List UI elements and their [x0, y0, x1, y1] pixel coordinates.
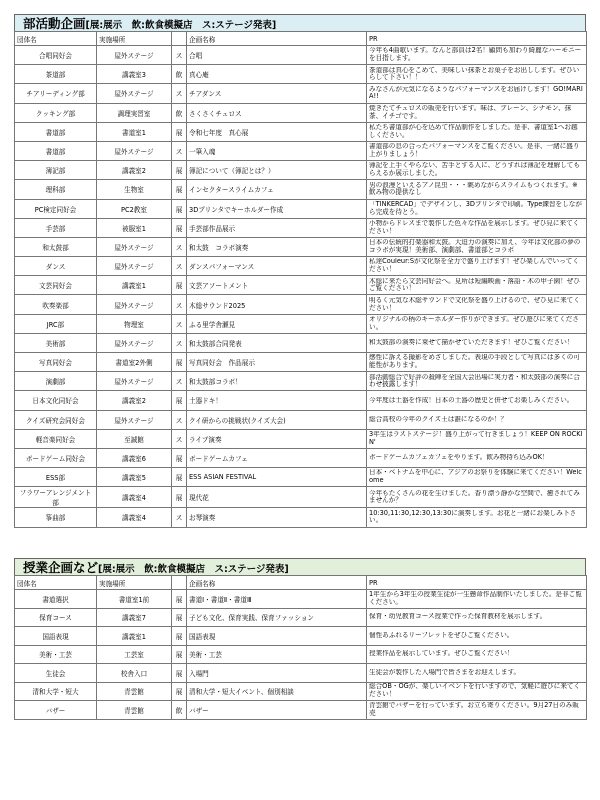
table-row	[15, 391, 587, 410]
section-legend: [展:展示 飲:飲食模擬店 ス:ステージ発表]	[85, 20, 277, 31]
group-name-cell: 合唱同好会	[15, 46, 97, 65]
class-events-section	[14, 558, 586, 720]
location-cell: 屋外ステージ	[97, 237, 172, 256]
group-name-cell: 吹奏楽部	[15, 295, 97, 314]
pr-cell	[367, 333, 587, 352]
type-cell: 展	[172, 218, 187, 237]
group-name-cell: 和太鼓部	[15, 237, 97, 256]
pr-cell	[367, 180, 587, 199]
pr-text: 感性に訴える撮影をめざしました。表現の手段として写真には多くの可能性があります。	[369, 354, 580, 370]
col-header-event: 企画名称	[187, 576, 367, 590]
event-name-cell: 美術・工芸	[187, 645, 367, 664]
type-cell: 飲	[172, 65, 187, 84]
table-row	[15, 353, 587, 372]
event-name-cell: 清和大学・短大イベント、個別相談	[187, 682, 367, 701]
pr-cell	[367, 487, 587, 508]
type-cell: ス	[172, 295, 187, 314]
event-name-cell: チアダンス	[187, 84, 367, 103]
group-name-cell: ボードゲーム同好会	[15, 448, 97, 467]
type-cell: 展	[172, 608, 187, 627]
location-cell: 被服室1	[97, 218, 172, 237]
event-name-cell: さくさくチュロス	[187, 103, 367, 122]
table-row	[15, 645, 587, 664]
location-cell: 講義室7	[97, 608, 172, 627]
pr-cell	[367, 391, 587, 410]
pr-cell	[367, 122, 587, 141]
section-title: 部活動企画	[23, 16, 86, 31]
table-row	[15, 180, 587, 199]
location-cell: 屋外ステージ	[97, 141, 172, 160]
location-cell: 屋外ステージ	[97, 84, 172, 103]
col-header-group: 団体名	[15, 32, 97, 46]
pr-text: 部活動総合で好評の殺陣を全国大会出場に実力者・和太鼓部の演奏に合わせ披露します！	[369, 373, 580, 389]
table-row	[15, 410, 587, 429]
pr-text: みなさんが元気になるようなパフォーマンスをお届けします！GO!MARIA!!	[369, 85, 583, 101]
pr-text: 青雲館でバザーを行っています。お立ち寄りください。9月27日のみ販売	[369, 701, 579, 717]
pr-cell	[367, 353, 587, 372]
group-name-cell: 手芸部	[15, 218, 97, 237]
location-cell: 至誠館	[97, 429, 172, 448]
event-name-cell: 手芸部作品展示	[187, 218, 367, 237]
location-cell: 工芸室	[97, 645, 172, 664]
location-cell: 講義室2	[97, 391, 172, 410]
type-cell: 展	[172, 664, 187, 683]
event-name-cell: ライブ演奏	[187, 429, 367, 448]
group-name-cell: 書道選択	[15, 590, 97, 609]
type-cell: 展	[172, 353, 187, 372]
section-legend: [展:展示 飲:飲食模擬店 ス:ステージ発表]	[98, 564, 289, 575]
group-name-cell: ダンス	[15, 257, 97, 276]
type-cell: 展	[172, 627, 187, 646]
pr-cell	[367, 218, 587, 237]
location-cell: 講義室4	[97, 487, 172, 508]
col-header-place: 実施場所	[97, 32, 172, 46]
table-row	[15, 141, 587, 160]
event-name-cell: ボードゲームカフェ	[187, 448, 367, 467]
class-events-header	[14, 558, 586, 575]
table-row	[15, 608, 587, 627]
group-name-cell: 筝曲部	[15, 508, 97, 527]
group-name-cell: 茶道部	[15, 65, 97, 84]
event-name-cell: ふる里学舎瀬見	[187, 314, 367, 333]
pr-text: 総合OB・OGが、楽しいイベントを行いますので、気軽に遊びに来てください！	[369, 683, 581, 699]
event-name-cell: 合唱	[187, 46, 367, 65]
group-name-cell: 簿記部	[15, 161, 97, 180]
type-cell: 展	[172, 122, 187, 141]
table-row	[15, 295, 587, 314]
table-row	[15, 664, 587, 683]
event-name-cell: 和太鼓部合同発表	[187, 333, 367, 352]
location-cell: 物理室	[97, 314, 172, 333]
type-cell: 展	[172, 682, 187, 701]
pr-text: 日本の伝統的打楽器和太鼓。大迫力の演奏に加え、今年は文化部の夢のコラボが実現！美術部、演劇部、書道部とコラボ	[369, 239, 581, 254]
pr-cell	[367, 257, 587, 276]
location-cell: 青雲館	[97, 682, 172, 701]
type-cell: ス	[172, 257, 187, 276]
location-cell: 校舎入口	[97, 664, 172, 683]
pr-cell	[367, 608, 587, 627]
col-header-pr: PR	[367, 576, 587, 590]
table-row	[15, 701, 587, 720]
type-cell: 展	[172, 276, 187, 295]
pr-text: 10:30,11:30,12:30,13:30に演奏します。お花と一緒にお楽しみ下さい。	[369, 509, 577, 525]
location-cell: 調理実習室	[97, 103, 172, 122]
table-row	[15, 314, 587, 333]
location-cell: 書道室1前	[97, 590, 172, 609]
group-name-cell: 日本文化同好会	[15, 391, 97, 410]
type-cell: ス	[172, 508, 187, 527]
event-name-cell: 簿記について（簿記とは？）	[187, 161, 367, 180]
group-name-cell: 清和大学・短大	[15, 682, 97, 701]
group-name-cell: JRC部	[15, 314, 97, 333]
event-name-cell: 和太鼓 コラボ演奏	[187, 237, 367, 256]
col-header-place: 実施場所	[97, 576, 172, 590]
table-row	[15, 590, 587, 609]
group-name-cell: 文芸同好会	[15, 276, 97, 295]
pr-cell	[367, 237, 587, 256]
pr-cell	[367, 46, 587, 65]
type-cell: ス	[172, 429, 187, 448]
pr-cell	[367, 372, 587, 391]
table-header-row	[15, 576, 587, 590]
location-cell: 屋外ステージ	[97, 257, 172, 276]
event-name-cell: 子ども文化、保育実践、保育ファッション	[187, 608, 367, 627]
event-name-cell: 現代花	[187, 487, 367, 508]
table-row	[15, 218, 587, 237]
table-row	[15, 161, 587, 180]
type-cell: ス	[172, 84, 187, 103]
group-name-cell: 書道部	[15, 122, 97, 141]
table-row	[15, 627, 587, 646]
pr-text: 保育・幼児教育コース授業で作った保育教材を展示します。	[369, 613, 547, 621]
event-name-cell: 一筆入魂	[187, 141, 367, 160]
group-name-cell: チアリーディング部	[15, 84, 97, 103]
table-row	[15, 508, 587, 527]
event-name-cell: 令和七年度 真心展	[187, 122, 367, 141]
pr-text: 3年生はラストステージ！盛り上がって行きましょう！KEEP ON ROCKIN'	[369, 431, 583, 446]
pr-text: 和太鼓部の演奏に乗せて描かせていただきます！ぜひご覧ください！	[369, 339, 574, 347]
location-cell: 屋外ステージ	[97, 333, 172, 352]
type-cell: ス	[172, 410, 187, 429]
location-cell: 青雲館	[97, 701, 172, 720]
pr-text: 茶道部は真心をこめて、美味しい抹茶とお菓子をお出しします。ぜひいらして下さい！！	[369, 66, 580, 82]
table-row	[15, 487, 587, 508]
type-cell: 展	[172, 161, 187, 180]
pr-cell	[367, 468, 587, 487]
event-name-cell: インセクタースライムカフェ	[187, 180, 367, 199]
group-name-cell: 理科部	[15, 180, 97, 199]
event-name-cell: ESS ASIAN FESTIVAL	[187, 468, 367, 487]
type-cell: ス	[172, 372, 187, 391]
pr-text: 簿記を上手くやらない、苦手とする人に、どうすれば簿記を理解してもらえるか展示しました。	[369, 162, 580, 178]
pr-text: 明るく元気な木総サウンドで文化祭を盛り上げるので、ぜひ見に来てください！	[369, 296, 580, 312]
location-cell: 講義室6	[97, 448, 172, 467]
location-cell: 屋外ステージ	[97, 46, 172, 65]
type-cell: ス	[172, 237, 187, 256]
pr-cell	[367, 627, 587, 646]
group-name-cell: 美術部	[15, 333, 97, 352]
pr-text: 焼きたてチュロスの販売を行います。味は、プレーン、シナモン、抹茶、イチゴです。	[369, 104, 572, 120]
pr-cell	[367, 84, 587, 103]
pr-text: 授業作品を展示しています。ぜひご覧ください！	[369, 650, 514, 658]
pr-cell	[367, 664, 587, 683]
pr-cell	[367, 65, 587, 84]
col-header-type	[172, 576, 187, 590]
pr-cell	[367, 314, 587, 333]
group-name-cell: 美術・工芸	[15, 645, 97, 664]
pr-cell	[367, 429, 587, 448]
event-name-cell: クイ研からの挑戦状(クイズ大会)	[187, 410, 367, 429]
col-header-event: 企画名称	[187, 32, 367, 46]
type-cell: 展	[172, 590, 187, 609]
pr-text: 男の浪漫といえるアノ昆虫・・・眺めながらスライムもつくれます。※飲み物の提供なし	[369, 181, 578, 197]
location-cell: 生物室	[97, 180, 172, 199]
event-name-cell: 土器ドキ！	[187, 391, 367, 410]
type-cell: 展	[172, 391, 187, 410]
event-name-cell: 文芸アソートメント	[187, 276, 367, 295]
group-name-cell: 写真同好会	[15, 353, 97, 372]
group-name-cell: バザー	[15, 701, 97, 720]
pr-cell	[367, 410, 587, 429]
type-cell: 展	[172, 645, 187, 664]
pr-text: オリジナルの柄のキーホルダー作りができます。ぜひ遊びに来てください。	[369, 315, 579, 331]
table-row	[15, 199, 587, 218]
event-name-cell: 入場門	[187, 664, 367, 683]
pr-cell	[367, 161, 587, 180]
club-events-section	[14, 14, 586, 528]
event-name-cell: バザー	[187, 701, 367, 720]
section-title: 授業企画など	[23, 560, 99, 575]
table-row	[15, 276, 587, 295]
group-name-cell: クッキング部	[15, 103, 97, 122]
pr-text: 今年度は土器を作成！日本の土器の歴史と併せてお楽しみください。	[369, 396, 574, 404]
pr-cell	[367, 276, 587, 295]
club-events-table	[14, 31, 587, 528]
location-cell: 講義室4	[97, 508, 172, 527]
location-cell: PC2教室	[97, 199, 172, 218]
type-cell: ス	[172, 46, 187, 65]
type-cell: 展	[172, 448, 187, 467]
pr-text: 個性あふれるリーフレットをぜひご覧ください。	[369, 631, 514, 639]
type-cell: 飲	[172, 103, 187, 122]
event-name-cell: 3Dプリンタでキーホルダー作成	[187, 199, 367, 218]
group-name-cell: 軽音楽同好会	[15, 429, 97, 448]
group-name-cell: 保育コース	[15, 608, 97, 627]
table-row	[15, 448, 587, 467]
pr-text: 書道部の息の合ったパフォーマンスをご覧ください。是非、一緒に盛り上がりましょう！	[369, 143, 580, 159]
table-header-row	[15, 32, 587, 46]
table-row	[15, 122, 587, 141]
location-cell: 講義室1	[97, 627, 172, 646]
pr-cell	[367, 508, 587, 527]
pr-cell	[367, 701, 587, 720]
pr-text: 1年生から3年生の授業生徒が一生懸命作品制作いたしました。是非ご覧ください。	[369, 590, 582, 606]
location-cell: 書道室1	[97, 122, 172, 141]
pr-text: 私たち書道部が心を込めて作品制作をしました。是非、書道室1へお越しください。	[369, 124, 578, 139]
table-row	[15, 237, 587, 256]
location-cell: 講義室1	[97, 276, 172, 295]
pr-text: 木総に来たら文芸同好会へ。見所は短編映画・落語・木の甲子園！ぜひご覧ください！	[369, 277, 580, 293]
location-cell: 屋外ステージ	[97, 295, 172, 314]
col-header-group: 団体名	[15, 576, 97, 590]
event-name-cell: ダンスパフォーマンス	[187, 257, 367, 276]
pr-text: 小物からドレスまで製作した色々な作品を展示します。ぜひ見に来てください！	[369, 220, 580, 235]
group-name-cell: ESS部	[15, 468, 97, 487]
pr-text: 日本・ベトナムを中心に、アジアのお祭りを体験に来てください！Welcome	[369, 469, 582, 485]
pr-text: 生徒会が製作した入場門で皆さまをお迎えします。	[369, 668, 521, 676]
pr-cell	[367, 645, 587, 664]
event-name-cell: 国語表現	[187, 627, 367, 646]
group-name-cell: 国語表現	[15, 627, 97, 646]
event-name-cell: 和太鼓部コラボ！	[187, 372, 367, 391]
pr-cell	[367, 590, 587, 609]
pr-cell	[367, 682, 587, 701]
group-name-cell: フラワーアレンジメント部	[15, 487, 97, 508]
table-row	[15, 372, 587, 391]
pr-cell	[367, 141, 587, 160]
type-cell: ス	[172, 314, 187, 333]
club-events-header	[14, 14, 586, 31]
pr-text: 総合高校の今年のクイズ王は誰になるのか！？	[369, 415, 508, 423]
event-name-cell: 書道Ⅰ・書道Ⅱ・書道Ⅲ	[187, 590, 367, 609]
group-name-cell: PC検定同好会	[15, 199, 97, 218]
type-cell: ス	[172, 333, 187, 352]
group-name-cell: 書道部	[15, 141, 97, 160]
table-row	[15, 103, 587, 122]
pr-text: 「TINKERCAD」でデザインし、3Dプリンタで印刷。Type練習をしながら完成を待とう。	[369, 200, 582, 216]
location-cell: 書道室2外側	[97, 353, 172, 372]
table-row	[15, 46, 587, 65]
pr-text: 今年も4曲歌います。なんと部員は2名！顧問も加わり綺麗なハーモニーを目指します。	[369, 47, 582, 63]
table-row	[15, 84, 587, 103]
table-row	[15, 65, 587, 84]
group-name-cell: 演劇部	[15, 372, 97, 391]
location-cell: 講義室3	[97, 65, 172, 84]
group-name-cell: クイズ研究会同好会	[15, 410, 97, 429]
table-row	[15, 257, 587, 276]
pr-text: 今年もたくさんの花を生けました。香り漂う静かな空間で、癒されてみませんか？	[369, 489, 580, 505]
pr-text: ボードゲームカフェカフェをやります。飲み物持ち込みOK！	[369, 454, 549, 462]
table-row	[15, 429, 587, 448]
table-row	[15, 468, 587, 487]
col-header-pr: PR	[367, 32, 587, 46]
type-cell: 展	[172, 180, 187, 199]
pr-cell	[367, 295, 587, 314]
event-name-cell: 真心庵	[187, 65, 367, 84]
event-name-cell: 木総サウンド2025	[187, 295, 367, 314]
table-row	[15, 333, 587, 352]
location-cell: 屋外ステージ	[97, 372, 172, 391]
pr-cell	[367, 103, 587, 122]
location-cell: 講義室2	[97, 161, 172, 180]
type-cell: 展	[172, 468, 187, 487]
pr-cell	[367, 448, 587, 467]
pr-cell	[367, 199, 587, 218]
location-cell: 屋外ステージ	[97, 410, 172, 429]
col-header-type	[172, 32, 187, 46]
type-cell: 展	[172, 199, 187, 218]
group-name-cell: 生徒会	[15, 664, 97, 683]
class-events-table	[14, 575, 587, 720]
event-name-cell: お琴演奏	[187, 508, 367, 527]
type-cell: ス	[172, 141, 187, 160]
type-cell: 飲	[172, 701, 187, 720]
pr-text: 私達Couleur:Sが文化祭を全力で盛り上げます！ぜひ楽しんでいってください！	[369, 258, 579, 274]
table-row	[15, 682, 587, 701]
type-cell: 展	[172, 487, 187, 508]
event-name-cell: 写真同好会 作品展示	[187, 353, 367, 372]
location-cell: 講義室5	[97, 468, 172, 487]
